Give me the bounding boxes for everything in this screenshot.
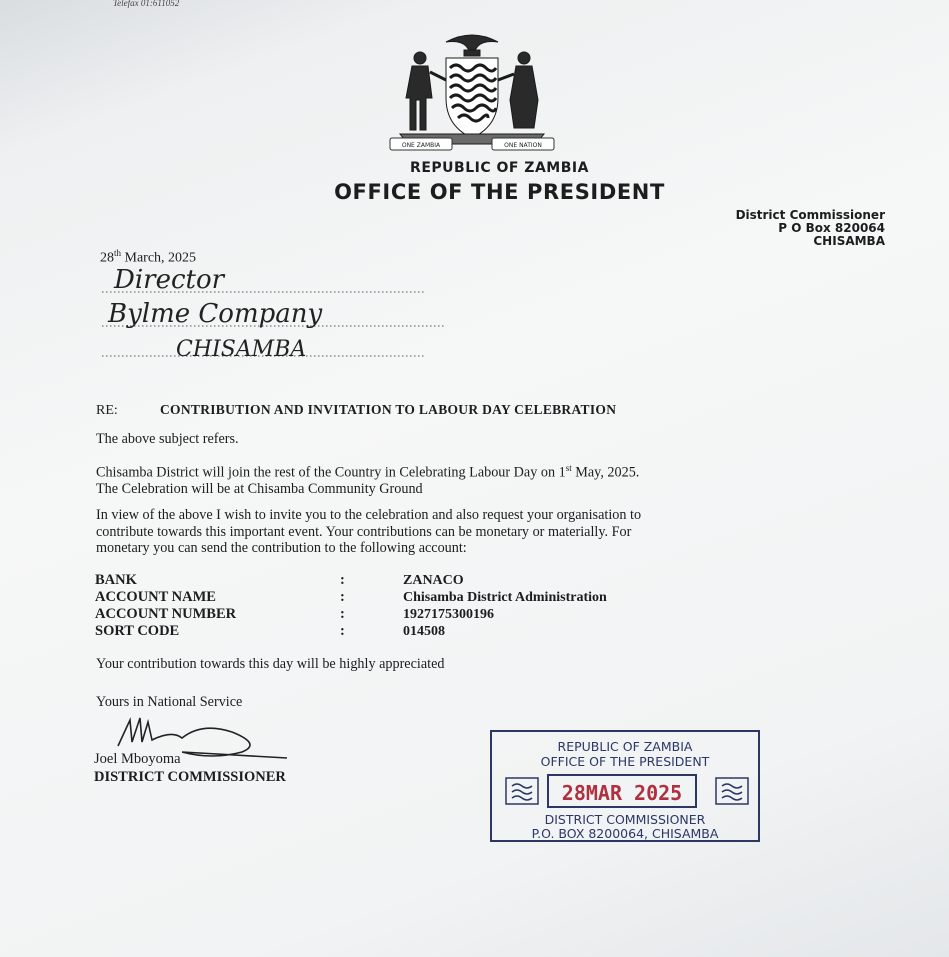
republic-heading: REPUBLIC OF ZAMBIA [410,160,589,176]
re-line [96,402,616,419]
closing: Yours in National Service [96,694,243,710]
recipient-line-1: Director [114,265,225,295]
official-stamp [490,730,760,842]
address-line-3: CHISAMBA [813,234,885,248]
motto-left: ONE ZAMBIA [401,142,441,149]
motto-right: ONE NATION [504,142,542,149]
bank-details [95,572,607,640]
stamp-date: 28MAR 2025 [561,781,683,805]
sender-address [736,209,885,248]
paragraph-3: In view of the above I wish to invite you to the celebration and also request your organisation to contribute towards this important event. Your contributions can be monetary or materially. For monetary you can send the contribution to the following account: [96,507,642,556]
stamp-emblem-right-icon [714,776,750,806]
telefax-note: Telefax 01:611052 [113,0,180,8]
bank-row: SORT CODE : 014508 [95,623,445,639]
address-line-1: District Commissioner [735,208,885,222]
signer-title: DISTRICT COMMISSIONER [94,769,286,785]
signatory [94,750,286,786]
bank-row: ACCOUNT NUMBER : 1927175300196 [95,606,494,622]
bank-row: BANK : ZANACO [95,572,464,588]
coat-of-arms-emblem [386,28,558,153]
paragraph-2: Chisamba District will join the rest of the Country in Celebrating Labour Day on 1st May, 2025. The Celebration will be at Chisamba Community Ground [96,463,640,498]
re-subject: CONTRIBUTION AND INVITATION TO LABOUR DAY CELEBRATION [160,402,617,417]
signer-name: Joel Mboyoma [94,751,181,767]
re-label: RE: [96,403,118,418]
stamp-date-box [547,774,697,808]
stamp-line-4: P.O. BOX 8200064, CHISAMBA [531,826,719,841]
letter-date: 28th March, 2025 [100,248,197,266]
recipient-line-3: CHISAMBA [176,337,307,362]
recipient-line-2: Bylme Company [108,299,323,329]
paragraph-1: The above subject refers. [96,431,239,447]
office-heading: OFFICE OF THE PRESIDENT [334,180,665,204]
stamp-line-3: DISTRICT COMMISSIONER [544,812,706,827]
stamp-line-1: REPUBLIC OF ZAMBIA [557,739,693,754]
stamp-emblem-left-icon [504,776,540,806]
address-line-2: P O Box 820064 [778,221,885,235]
handwritten-recipient [96,262,476,367]
bank-row: ACCOUNT NAME : Chisamba District Administration [95,589,607,605]
paragraph-4: Your contribution towards this day will be highly appreciated [96,656,445,672]
stamp-line-2: OFFICE OF THE PRESIDENT [540,754,710,769]
